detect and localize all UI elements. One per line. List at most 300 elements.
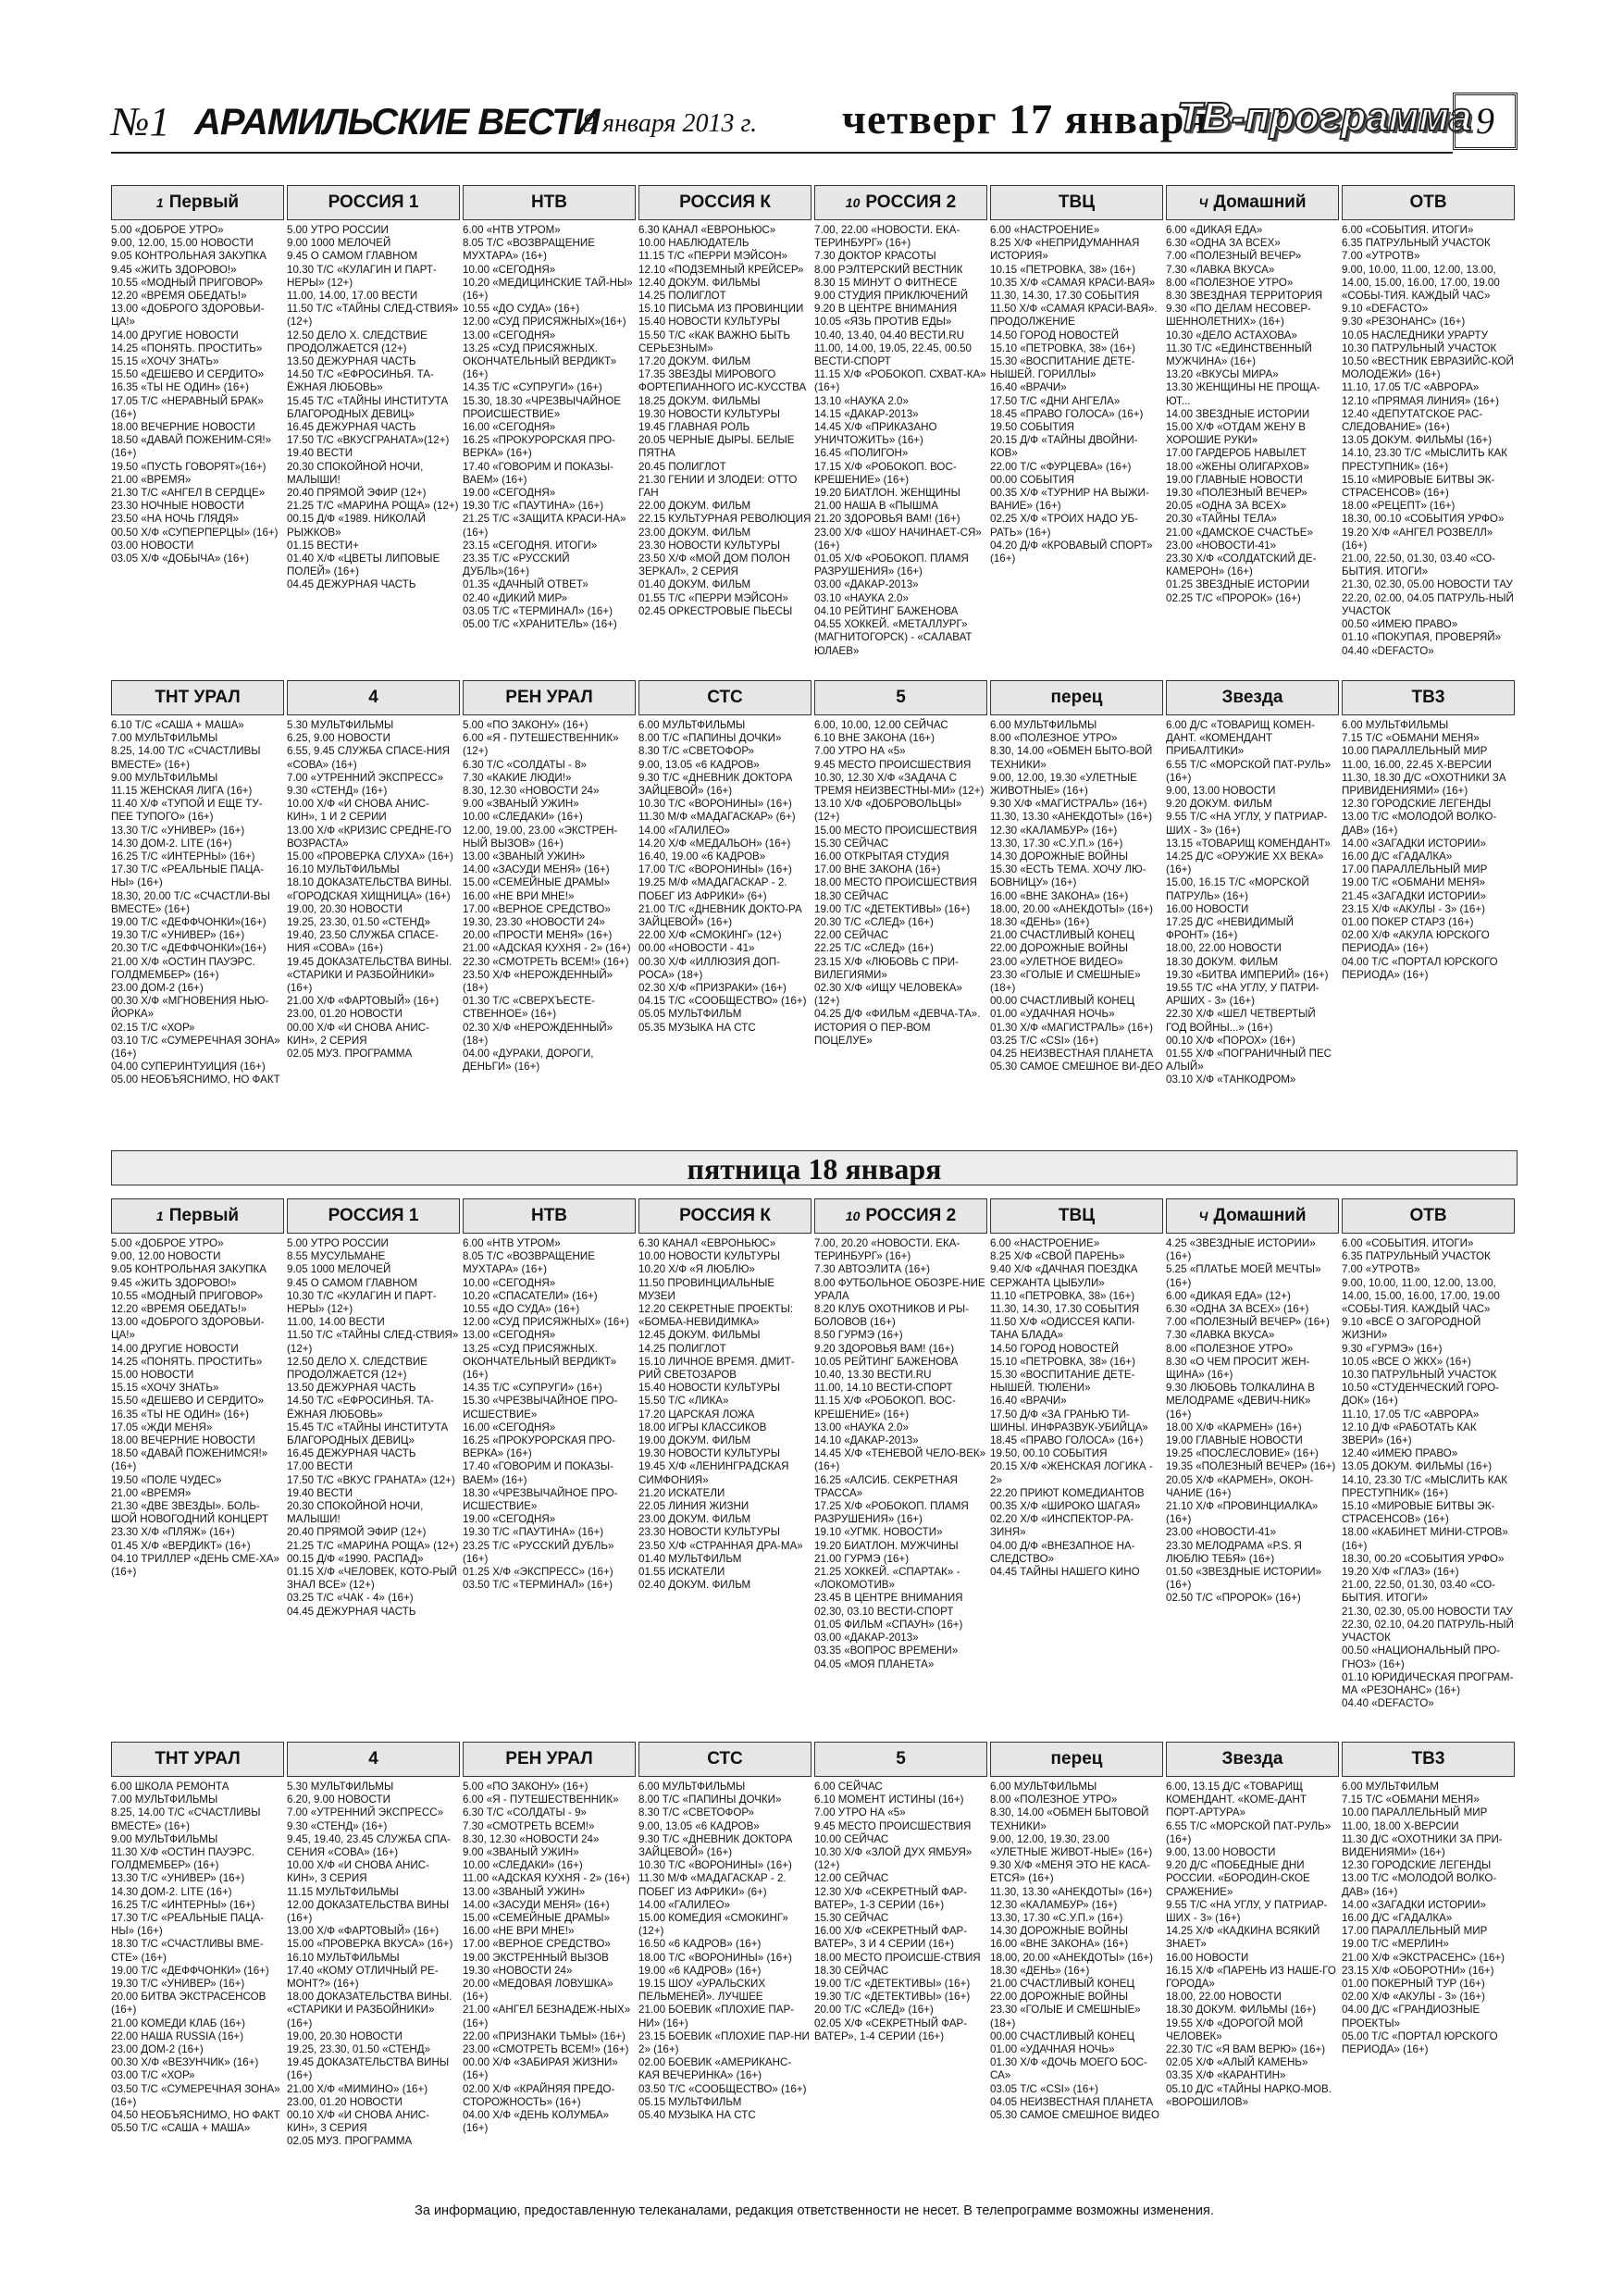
program-item: 18.45 «ПРАВО ГОЛОСА» (16+) [990,1434,1144,1447]
program-item: 04.00 СУПЕРИНТУИЦИЯ (16+) [111,1061,266,1074]
program-item: 18.30, 00.20 «СОБЫТИЯ УРФО» [1342,1552,1505,1565]
channel-logo [638,680,812,715]
program-item: 16.00 «СЕГОДНЯ» [463,1421,556,1433]
channel-logo [111,1742,284,1777]
program-item: 22.00 СЕЙЧАС [814,929,889,942]
program-item: 19.30 НОВОСТИ КУЛЬТУРЫ [638,1447,780,1460]
program-item: 21.30, 02.30, 05.00 НОВОСТИ ТАУ [1342,578,1513,591]
program-item: 19.10 «УГМК. НОВОСТИ» [814,1526,943,1539]
channel-column [463,680,636,1143]
channel-name: Звезда [1221,1748,1283,1769]
program-item: 14.10, 23.30 Т/С «МЫСЛИТЬ КАК ПРЕСТУПНИК» (16+) [1342,447,1508,473]
program-item: 00.00 СЧАСТЛИВЫЙ КОНЕЦ [990,995,1135,1008]
program-item: 21.00 Х/Ф «ЭКСТРАСЕНС» (16+) [1342,1951,1505,1964]
program-item: 18.00 Х/Ф «КАРМЕН» (16+) [1166,1421,1302,1433]
program-item: 21.00 СЧАСТЛИВЫЙ КОНЕЦ [990,929,1135,942]
program-item: 00.50 Х/Ф «СУПЕРПЕРЦЫ» (16+) [111,526,279,539]
program-item: 7.00 «ПОЛЕЗНЫЙ ВЕЧЕР» (16+) [1166,1316,1330,1329]
program-item: 6.35 ПАТРУЛЬНЫЙ УЧАСТОК [1342,1250,1491,1263]
program-item: 16.00 Х/Ф «СЕКРЕТНЫЙ ФАР-ВАТЕР», 3 И 4 СЕРИИ (16+) [814,1925,968,1951]
program-item: 18.00 ИГРЫ КЛАССИКОВ [638,1421,767,1433]
program-item: 01.55 Х/Ф «ПОГРАНИЧНЫЙ ПЕС АЛЫЙ» [1166,1048,1332,1074]
program-item: 6.00 МУЛЬТФИЛЬМЫ [990,719,1097,731]
program-item: 15.00 НОВОСТИ [111,1369,194,1382]
program-item: 15.00 Х/Ф «ОТДАМ ЖЕНУ В ХОРОШИЕ РУКИ» [1166,421,1306,447]
program-item: 17.50 Д/Ф «ЗА ГРАНЬЮ ТИ-ШИНЫ. ИНФРАЗВУК-УБИЙЦА» [990,1408,1148,1433]
program-item: 7.30 «КАКИЕ ЛЮДИ!» [463,771,572,784]
channel-name: перец [1050,687,1103,707]
program-item: 21.00, 22.50, 01.30, 03.40 «СО-БЫТИЯ. ИТОГИ» [1342,1579,1496,1605]
program-item: 23.00 «НОВОСТИ-41» [1166,539,1277,552]
program-item: 20.15 Х/Ф «ЖЕНСКАЯ ЛОГИКА - 2» [990,1460,1153,1486]
program-item: 22.00 Х/Ф «СМОКИНГ» (12+) [638,929,782,942]
program-item: 10.40, 13.30 ВЕСТИ.RU [814,1369,932,1382]
program-item: 03.10 Т/С «СУМЕРЕЧНАЯ ЗОНА» (16+) [111,1034,280,1061]
program-item: 14.00 ДРУГИЕ НОВОСТИ [111,1342,239,1355]
program-item: 19.50, 00.10 СОБЫТИЯ [990,1447,1108,1460]
program-item: 13.05 ДОКУМ. ФИЛЬМЫ (16+) [1342,1460,1493,1473]
channel-logo [287,680,460,715]
channel-logo [287,1742,460,1777]
program-item: 20.15 Д/Ф «ТАЙНЫ ДВОЙНИ-КОВ» [990,434,1138,460]
program-item: 22.30 «СМОТРЕТЬ ВСЕМ!» (16+) [463,955,629,968]
program-item: 19.00 Т/С «ДЕТЕКТИВЫ» (16+) [814,1978,971,1991]
program-item: 16.40 «ВРАЧИ» [990,381,1067,394]
program-item: 12.10 «ПРЯМАЯ ЛИНИЯ» (16+) [1342,394,1499,407]
program-item: 17.00 ВНЕ ЗАКОНА (16+) [814,863,941,876]
program-item: 6.10 ВНЕ ЗАКОНА (16+) [814,732,935,745]
program-item: 15.00 МЕСТО ПРОИСШЕСТВИЯ [814,824,977,837]
program-item: 23.30 «ГОЛЫЕ И СМЕШНЫЕ» (18+) [990,2004,1141,2029]
program-item: 02.25 Т/С «ПРОРОК» (16+) [1166,591,1301,604]
program-item: 19.40 ВЕСТИ [287,447,353,460]
program-item: 03.10 «НАУКА 2.0» [814,591,909,604]
program-item: 9.45 «ЖИТЬ ЗДОРОВО!» [111,1276,237,1289]
channel-column [638,1198,812,1731]
friday-top-grid [111,1198,1518,1731]
program-item: 9.30 «СТЕНД» (16+) [287,785,388,798]
program-item: 23.00 ДОМ-2 (16+) [111,982,204,995]
program-item: 19.30 «БИТВА ИМПЕРИЙ» (16+) [1166,968,1329,981]
program-item: 7.00 МУЛЬТФИЛЬМЫ [111,732,218,745]
channel-name: Домашний [1213,192,1307,212]
program-item: 8.00 «ПОЛЕЗНОЕ УТРО» [990,1793,1118,1806]
program-item: 18.30, 20.00 Т/С «СЧАСТЛИ-ВЫ ВМЕСТЕ» (16+) [111,889,270,915]
program-item: 11.30 М/Ф «МАДАГАСКАР» (6+) [638,811,796,824]
channel-name: РОССИЯ 2 [865,192,957,212]
program-item: 04.25 Д/Ф «ФИЛЬМ «ДЕВЧА-ТА». ИСТОРИЯ О ПЕР-ВОМ ПОЦЕЛУЕ» [814,1008,981,1047]
program-item: 18.00, 20.00 «АНЕКДОТЫ» (16+) [990,1951,1154,1964]
program-item: 03.50 Т/С «СУМЕРЕЧНАЯ ЗОНА» (16+) [111,2082,280,2108]
program-item: 01.30 Х/Ф «ДОЧЬ МОЕГО БОС-СА» [990,2056,1147,2082]
program-item: 16.10 МУЛЬТФИЛЬМЫ [287,1951,400,1964]
program-item: 5.00 УТРО РОССИИ [287,1237,389,1249]
program-item: 12.00 ДОКАЗАТЕЛЬСТВА ВИНЫ (16+) [287,1898,450,1925]
program-item: 00.00 Х/Ф «ЗАБИРАЯ ЖИЗНИ» (16+) [463,2056,618,2082]
channel-logo [1342,185,1515,220]
program-item: 15.10 ПИСЬМА ИЗ ПРОВИНЦИИ [638,303,804,316]
program-item: 16.00 «ВНЕ ЗАКОНА» (16+) [990,889,1129,902]
program-item: 15.00 «СЕМЕЙНЫЕ ДРАМЫ» [463,876,611,889]
program-item: 16.35 «ТЫ НЕ ОДИН» (16+) [111,381,249,394]
program-item: 15.50 «ДЕШЕВО И СЕРДИТО» [111,1395,265,1408]
program-item: 18.10 ДОКАЗАТЕЛЬСТВА ВИНЫ. «ГОРОДСКАЯ ХИЩНИЦА» (16+) [287,876,452,902]
channel-logo [1166,1742,1339,1777]
program-item: 11.30, 18.30 Д/С «ОХОТНИКИ ЗА ПРИВИДЕНИЯМИ» (16+) [1342,771,1506,798]
program-item: 14.25 «ПОНЯТЬ. ПРОСТИТЬ» [111,1355,263,1368]
channel-logo [111,1198,284,1234]
program-item: 02.30, 03.10 ВЕСТИ-СПОРТ [814,1605,954,1618]
program-item: 19.20 БИАТЛОН. МУЖЧИНЫ [814,1539,959,1552]
program-item: 12.50 ДЕЛО Х. СЛЕДСТВИЕ ПРОДОЛЖАЕТСЯ (12+) [287,329,427,354]
channel-logo-mark: 10 [845,1208,861,1223]
program-item: 19.20 Х/Ф «АНГЕЛ РОЗВЕЛЛ» (16+) [1342,526,1493,552]
channel-column [463,1198,636,1731]
program-item: 18.30 СЕЙЧАС [814,889,889,902]
channel-logo-mark: 1 [155,194,164,210]
program-item: 21.00, 22.50, 01.30, 03.40 «СО-БЫТИЯ. ИТОГИ» [1342,552,1496,578]
program-item: 10.30 Т/С «ВОРОНИНЫ» (16+) [638,798,792,811]
program-item: 10.35 Х/Ф «САМАЯ КРАСИ-ВАЯ» [990,276,1156,289]
program-item: 10.05 «ЯЗЬ ПРОТИВ ЕДЫ» [814,316,952,329]
program-item: 19.00 Т/С «ДЕТЕКТИВЫ» (16+) [814,902,971,915]
program-item: 10.00 «СЕГОДНЯ» [463,1276,556,1289]
program-item: 11.50 Т/С «ТАЙНЫ СЛЕД-СТВИЯ» (12+) [287,1329,459,1355]
program-item: 15.10 «ПЕТРОВКА, 38» (16+) [990,1355,1135,1368]
program-item: 03.25 Т/С «ЧАК - 4» (16+) [287,1592,414,1605]
program-item: 18.00 ВЕЧЕРНИЕ НОВОСТИ [111,1434,255,1447]
program-item: 21.00 КОМЕДИ КЛАБ (16+) [111,2017,245,2029]
program-item: 19.15 ШОУ «УРАЛЬСКИХ ПЕЛЬМЕНЕЙ». ЛУЧШЕЕ [638,1978,766,2004]
program-item: 01.05 ФИЛЬМ «СПАУН» (16+) [814,1618,963,1631]
program-item: 10.30 Т/С «ВОРОНИНЫ» (16+) [638,1859,792,1872]
channel-name: ТВ3 [1411,1748,1445,1769]
program-item: 17.20 ЦАРСКАЯ ЛОЖА [638,1408,755,1421]
program-item: 19.45 ДОКАЗАТЕЛЬСТВА ВИНЫ. «СТАРИКИ И РАЗБОЙНИКИ» (16+) [287,955,452,995]
program-item: 19.25, 23.30, 01.50 «СТЕНД» [287,916,431,929]
program-item: 19.40, 23.50 СЛУЖБА СПАСЕ-НИЯ «СОВА» (16+) [287,929,439,955]
channel-column [111,1742,284,2195]
program-item: 18.30 СЕЙЧАС [814,1964,889,1977]
program-list [990,1781,1163,2122]
program-item: 17.30 Т/С «РЕАЛЬНЫЕ ПАЦА-НЫ» (16+) [111,1912,265,1938]
program-item: 11.15 Т/С «ПЕРРИ МЭЙСОН» [638,250,788,263]
program-list [463,1781,636,2135]
program-item: 18.00 «РЕЦЕПТ» (16+) [1342,500,1456,513]
program-item: 8.30, 12.30 «НОВОСТИ 24» [463,785,600,798]
program-item: 12.00 «СУД ПРИСЯЖНЫХ» (16+) [463,1316,629,1329]
program-list [463,1237,636,1592]
program-item: 15.30, 18.30 «ЧРЕЗВЫЧАЙНОЕ ПРОИСШЕСТВИЕ» [463,394,621,420]
channel-logo-mark: 10 [845,194,861,210]
program-item: 21.00 Т/С «ДНЕВНИК ДОКТО-РА ЗАЙЦЕВОЙ» (16+) [638,902,802,929]
program-item: 16.40, 19.00 «6 КАДРОВ» [638,850,766,863]
program-list [1342,1781,1515,2056]
channel-logo [990,185,1163,220]
program-item: 15.30 «ЧРЕЗВЫЧАЙНОЕ ПРО-ИСШЕСТВИЕ» [463,1395,618,1421]
program-item: 13.00 «ЗВАНЫЙ УЖИН» [463,850,586,863]
channel-column [1166,1198,1339,1731]
program-item: 8.25 Х/Ф «НЕПРИДУМАННАЯ ИСТОРИЯ» [990,237,1140,263]
channel-name: РОССИЯ 2 [865,1205,957,1225]
program-item: 16.25 Т/С «ИНТЕРНЫ» (16+) [111,1898,255,1911]
program-item: 17.00 «ВЕРНОЕ СРЕДСТВО» [463,902,611,915]
program-item: 15.30 СЕЙЧАС [814,837,889,850]
program-item: 03.00 Т/С «ХОР» [111,2069,195,2082]
program-item: 01.25 ЗВЕЗДНЫЕ ИСТОРИИ [1166,578,1310,591]
program-item: 12.45 ДОКУМ. ФИЛЬМЫ [638,1329,761,1342]
program-item: 05.05 МУЛЬТФИЛЬМ [638,1008,742,1021]
program-item: 13.00 «ДОБРОГО ЗДОРОВЬИ-ЦА!» [111,1316,265,1342]
program-item: 19.35 «ПОЛЕЗНЫЙ ВЕЧЕР» (16+) [1166,1460,1336,1473]
program-item: 5.00 «ПО ЗАКОНУ» (16+) [463,1781,588,1793]
program-list [638,224,812,618]
program-item: 18.00, 22.00 НОВОСТИ [1166,1991,1282,2004]
program-item: 7.00, 22.00 «НОВОСТИ. ЕКА-ТЕРИНБУРГ» (16+) [814,224,960,250]
program-item: 18.00 ВЕЧЕРНИЕ НОВОСТИ [111,421,255,434]
program-list [814,1781,987,2043]
program-item: 14.30 ДОРОЖНЫЕ ВОЙНЫ [990,1925,1128,1938]
channel-column [287,185,460,666]
program-item: 02.05 Х/Ф «АЛЫЙ КАМЕНЬ» [1166,2056,1308,2069]
program-item: 9.30 ЛЮБОВЬ ТОЛКАЛИНА В МЕЛОДРАМЕ «ДЕВИЧ-НИК» (16+) [1166,1382,1315,1421]
program-item: 6.55, 9.45 СЛУЖБА СПАСЕ-НИЯ «СОВА» (16+) [287,745,450,771]
program-item: 8.00 Т/С «ПАПИНЫ ДОЧКИ» [638,732,782,745]
program-item: 6.00 «СОБЫТИЯ. ИТОГИ» [1342,224,1474,236]
channel-name: РОССИЯ К [679,1205,771,1225]
program-item: 14.00 «ГАЛИЛЕО» [638,1898,730,1911]
program-item: 14.50 ГОРОД НОВОСТЕЙ [990,329,1120,341]
program-item: 17.00 ПАРАЛЛЕЛЬНЫЙ МИР [1342,863,1488,876]
program-item: 18.30 ДОКУМ. ФИЛЬМ [1166,955,1279,968]
program-item: 18.30 «ДЕНЬ» (16+) [990,916,1090,929]
program-item: 10.00 «СЛЕДАКИ» (16+) [463,811,583,824]
program-item: 03.50 Т/С «ТЕРМИНАЛ» (16+) [463,1579,613,1592]
program-item: 19.45 Х/Ф «ЛЕНИНГРАДСКАЯ СИМФОНИЯ» [638,1460,789,1486]
program-item: 23.00 ДОКУМ. ФИЛЬМ [638,526,751,539]
channel-column [814,680,987,1143]
program-item: 6.00 МУЛЬТФИЛЬМ [1342,1781,1439,1793]
program-item: 10.00 «СЕГОДНЯ» [463,263,556,276]
program-item: 20.00 «ПРОСТИ МЕНЯ» (16+) [463,929,613,942]
program-item: 9.20 ДОКУМ. ФИЛЬМ [1166,798,1272,811]
program-item: 23.35 Т/С «РУССКИЙ ДУБЛЬ»(16+) [463,552,570,578]
program-list [990,1237,1163,1579]
program-item: 9.00 МУЛЬТФИЛЬМЫ [111,771,218,784]
program-list [814,1237,987,1671]
program-item: 00.10 Х/Ф «ПОРОХ» (16+) [1166,1034,1295,1047]
program-item: 19.55 Т/С «НА УГЛУ, У ПАТРИ-АРШИХ - 3» (16+) [1166,982,1319,1008]
program-item: 17.20 ДОКУМ. ФИЛЬМ [638,355,751,368]
program-item: 8.00 «ПОЛЕЗНОЕ УТРО» [1166,1342,1294,1355]
program-item: 04.00 «ДУРАКИ, ДОРОГИ, ДЕНЬГИ» (16+) [463,1048,594,1074]
channel-name: НТВ [530,192,568,212]
program-item: 19.25, 23.30, 01.50 «СТЕНД» [287,2043,431,2056]
program-item: 8.55 МУСУЛЬМАНЕ [287,1250,386,1263]
program-item: 00.10 Х/Ф «И СНОВА АНИС-КИН», 3 СЕРИЯ [287,2109,429,2135]
program-list [814,224,987,658]
program-item: 7.15 Т/С «ОБМАНИ МЕНЯ» [1342,1793,1480,1806]
program-item: 17.30 Т/С «РЕАЛЬНЫЕ ПАЦА-НЫ» (16+) [111,863,265,889]
program-item: 11.00, 16.00, 22.45 Х-ВЕРСИИ [1342,758,1492,771]
program-item: 17.00 Т/С «ВОРОНИНЫ» (16+) [638,863,792,876]
program-item: 7.00 «ПОЛЕЗНЫЙ ВЕЧЕР» [1166,250,1302,263]
program-item: 5.30 МУЛЬТФИЛЬМЫ [287,719,394,731]
program-item: 00.35 Х/Ф «ТУРНИР НА ВЫЖИ-ВАНИЕ» (16+) [990,487,1149,513]
program-item: 21.00 ГУРМЭ (16+) [814,1552,910,1565]
program-item: 6.30 «ОДНА ЗА ВСЕХ» (16+) [1166,1303,1309,1316]
program-item: 19.00 Т/С «ДЕФФЧОНКИ»(16+) [111,916,266,929]
program-list [638,1781,812,2122]
program-item: 04.40 «DEFACTO» [1342,1697,1434,1710]
program-item: 17.25 Х/Ф «РОБОКОП. ПЛАМЯ РАЗРУШЕНИЯ» (16+) [814,1500,969,1526]
program-item: 04.05 НЕИЗВЕСТНАЯ ПЛАНЕТА [990,2095,1154,2108]
program-item: 18.00 Т/С «ВОРОНИНЫ» (16+) [638,1951,792,1964]
program-item: 9.20 В ЦЕНТРЕ ВНИМАНИЯ [814,303,958,316]
program-item: 18.00 МЕСТО ПРОИСШЕ-СТВИЯ [814,1951,981,1964]
program-item: 20.05 ЧЕРНЫЕ ДЫРЫ. БЕЛЫЕ ПЯТНА [638,434,795,460]
program-item: 6.30 КАНАЛ «ЕВРОНЬЮС» [638,224,776,236]
program-item: 14.10 «ДАКАР-2013» [814,1434,919,1447]
program-item: 13.00 Т/С «МОЛОДОЙ ВОЛКО-ДАВ» (16+) [1342,811,1497,837]
program-item: 02.20 Х/Ф «ИНСПЕКТОР-РА-ЗИНЯ» [990,1513,1134,1539]
program-item: 9.45 О САМОМ ГЛАВНОМ [287,1276,418,1289]
channel-logo [1166,680,1339,715]
program-item: 21.30 ГЕНИИ И ЗЛОДЕИ: ОТТО ГАН [638,473,798,500]
thursday-bottom-grid [111,680,1518,1143]
program-item: 9.10 «ВСЁ О ЗАГОРОДНОЙ ЖИЗНИ» [1342,1316,1481,1342]
program-item: 14.00 ЗВЕЗДНЫЕ ИСТОРИИ [1166,407,1310,420]
program-item: 9.00 МУЛЬТФИЛЬМЫ [111,1832,218,1845]
program-item: 7.30 «СМОТРЕТЬ ВСЕМ!» [463,1819,595,1832]
program-item: 14.00 «ГАЛИЛЕО» [638,824,730,837]
program-item: 7.00 «УТРОТВ» [1342,1263,1420,1276]
program-item: 16.00 «НЕ ВРИ МНЕ!» [463,889,575,902]
program-item: 20.30 СПОКОЙНОЙ НОЧИ, МАЛЫШИ! [287,1500,424,1526]
channel-logo [1342,1198,1515,1234]
program-item: 21.00 «ВРЕМЯ» [111,473,192,486]
program-item: 14.00 «ЗАСУДИ МЕНЯ» (16+) [463,1898,610,1911]
program-item: 21.00 НАША В «ПЫШМА [814,500,938,513]
program-item: 6.20, 9.00 НОВОСТИ [287,1793,390,1806]
program-item: 11.30 Т/С «ЕДИНСТВЕННЫЙ МУЖЧИНА» (16+) [1166,341,1312,368]
program-item: 16.15 Х/Ф «ПАРЕНЬ ИЗ НАШЕ-ГО ГОРОДА» [1166,1964,1336,1991]
channel-name: 4 [368,687,378,707]
program-item: 11.15 МУЛЬТФИЛЬМЫ [287,1885,399,1898]
program-item: 02.45 ОРКЕСТРОВЫЕ ПЬЕСЫ [638,604,793,617]
program-item: 23.30 Х/Ф «СОЛДАТСКИЙ ДЕ-КАМЕРОН» (16+) [1166,552,1317,578]
channel-logo [1342,1742,1515,1777]
program-item: 14.50 Т/С «ЕФРОСИНЬЯ. ТА-ЁЖНАЯ ЛЮБОВЬ» [287,368,434,394]
program-item: 8.25 Х/Ф «СВОЙ ПАРЕНЬ» [990,1250,1125,1263]
program-item: 9.30 Х/Ф «МЕНЯ ЭТО НЕ КАСА-ЕТСЯ» (16+) [990,1859,1150,1885]
program-item: 11.30 Х/Ф «ОСТИН ПАУЭРС. ГОЛДМЕМБЕР» (16+) [111,1846,255,1872]
channel-name: ОТВ [1409,192,1447,212]
program-item: 00.00 СОБЫТИЯ [990,473,1075,486]
program-item: 15.00, 16.15 Т/С «МОРСКОЙ ПАТРУЛЬ» (16+) [1166,876,1309,902]
friday-bottom-grid [111,1742,1518,2195]
program-list [287,1781,460,2149]
program-item: 15.10 ЛИЧНОЕ ВРЕМЯ. ДМИТ-РИЙ СВЕТОЗАРОВ [638,1355,795,1382]
program-item: 19.00 ГЛАВНЫЕ НОВОСТИ [1166,473,1303,486]
program-item: 11.30 Д/С «ОХОТНИКИ ЗА ПРИ-ВИДЕНИЯМИ» (16+) [1342,1832,1503,1859]
program-item: 21.10 Х/Ф «ПРОВИНЦИАЛКА» (16+) [1166,1500,1319,1526]
program-list [990,224,1163,565]
channel-logo [638,185,812,220]
program-item: 6.00 «Я - ПУТЕШЕСТВЕННИК» [463,1793,619,1806]
program-item: 16.40 «ВРАЧИ» [990,1395,1067,1408]
program-item: 9.00, 10.00, 11.00, 12.00, 13.00, 14.00, 15.00, 16.00, 17.00, 19.00 «СОБЫ-ТИЯ. КАЖДЫЙ ЧАС» [1342,1276,1500,1316]
channel-column [990,680,1163,1143]
program-item: 7.30 ДОКТОР КРАСОТЫ [814,250,936,263]
program-item: 21.30 «ДВЕ ЗВЕЗДЫ». БОЛЬ-ШОЙ НОВОГОДНИЙ КОНЦЕРТ [111,1500,269,1526]
channel-logo [463,680,636,715]
program-item: 03.00 «ДАКАР-2013» [814,578,919,591]
program-item: 7.00 «УТРОТВ» [1342,250,1420,263]
program-item: 05.15 МУЛЬТФИЛЬМ [638,2095,742,2108]
program-item: 16.00 «ВНЕ ЗАКОНА» (16+) [990,1938,1129,1951]
program-item: 01.00 «УДАЧНАЯ НОЧЬ» [990,2043,1115,2056]
program-item: 10.00 ПАРАЛЛЕЛЬНЫЙ МИР [1342,745,1488,758]
program-item: 18.00 «КАБИНЕТ МИНИ-СТРОВ» (16+) [1342,1526,1508,1552]
program-item: 05.50 Т/С «САША + МАША» [111,2122,251,2135]
program-item: 10.30 Т/С «КУЛАГИН И ПАРТ-НЕРЫ» (12+) [287,263,437,289]
program-item: 6.00 «Я - ПУТЕШЕСТВЕННИК» (12+) [463,732,619,758]
program-list [814,719,987,1048]
program-item: 01.40 МУЛЬТФИЛЬМ [638,1552,742,1565]
program-item: 19.25 «ПОСЛЕСЛОВИЕ» (16+) [1166,1447,1319,1460]
program-item: 18.30 ДОКУМ. ФИЛЬМЫ (16+) [1166,2004,1317,2017]
program-item: 16.10 МУЛЬТФИЛЬМЫ [287,863,400,876]
channel-column [638,680,812,1143]
program-item: 10.30, 12.30 Х/Ф «ЗАДАЧА С ТРЕМЯ НЕИЗВЕСТНЫ-МИ» (12+) [814,771,985,798]
program-item: 22.15 КУЛЬТУРНАЯ РЕВОЛЮЦИЯ [638,513,812,526]
program-item: 11.50 Х/Ф «САМАЯ КРАСИ-ВАЯ». ПРОДОЛЖЕНИЕ [990,303,1158,329]
program-item: 6.00 СЕЙЧАС [814,1781,883,1793]
program-item: 16.00 ОТКРЫТАЯ СТУДИЯ [814,850,949,863]
channel-logo [1166,1198,1339,1234]
channel-name: 4 [368,1748,378,1769]
program-item: 20.30 Т/С «СЛЕД» (16+) [814,916,934,929]
program-item: 00.30 Х/Ф «ВЕЗУНЧИК» (16+) [111,2056,259,2069]
program-item: 6.00 МУЛЬТФИЛЬМЫ [990,1781,1097,1793]
program-item: 12.00 СЕЙЧАС [814,1872,889,1885]
program-item: 12.20 СЕКРЕТНЫЕ ПРОЕКТЫ: «БОМБА-НЕВИДИМКА» [638,1303,794,1329]
program-item: 7.00 МУЛЬТФИЛЬМЫ [111,1793,218,1806]
program-item: 00.30 Х/Ф «МГНОВЕНИЯ НЬЮ-ЙОРКА» [111,995,269,1021]
program-item: 19.45 ГЛАВНАЯ РОЛЬ [638,421,750,434]
program-item: 8.30, 12.30 «НОВОСТИ 24» [463,1832,600,1845]
program-item: 14.25 ПОЛИГЛОТ [638,1342,726,1355]
program-item: 13.30, 17.30 «С.У.П.» (16+) [990,1912,1123,1925]
program-item: 00.50 «НАЦИОНАЛЬНЫЙ ПРО-ГНОЗ» (16+) [1342,1644,1501,1670]
program-item: 01.25 Х/Ф «ЭКСПРЕСС» (16+) [463,1566,613,1579]
program-item: 14.25 Д/С «ОРУЖИЕ ХХ ВЕКА» (16+) [1166,850,1324,876]
program-item: 9.30 Т/С «ДНЕВНИК ДОКТОРА ЗАЙЦЕВОЙ» (16+) [638,771,793,798]
program-item: 15.00 «ПРОВЕРКА СЛУХА» (16+) [287,850,453,863]
channel-name: РОССИЯ 1 [328,192,419,212]
program-item: 23.00, 01.20 НОВОСТИ [287,2095,403,2108]
program-item: 19.00 Т/С «ОБМАНИ МЕНЯ» [1342,876,1486,889]
program-item: 9.30 «ГУРМЭ» (16+) [1342,1342,1443,1355]
program-item: 13.25 «СУД ПРИСЯЖНЫХ. ОКОНЧАТЕЛЬНЫЙ ВЕРДИКТ» (16+) [463,1342,617,1382]
program-item: 19.20 Х/Ф «ГЛАЗ» (16+) [1342,1566,1459,1579]
program-item: 6.00, 10.00, 12.00 СЕЙЧАС [814,719,948,731]
program-item: 04.45 ДЕЖУРНАЯ ЧАСТЬ [287,578,416,591]
program-item: 9.30 «ПО ДЕЛАМ НЕСОВЕР-ШЕННОЛЕТНИХ» (16+) [1166,303,1311,329]
program-list [111,1781,284,2135]
program-item: 04.40 «DEFACTO» [1342,644,1434,657]
